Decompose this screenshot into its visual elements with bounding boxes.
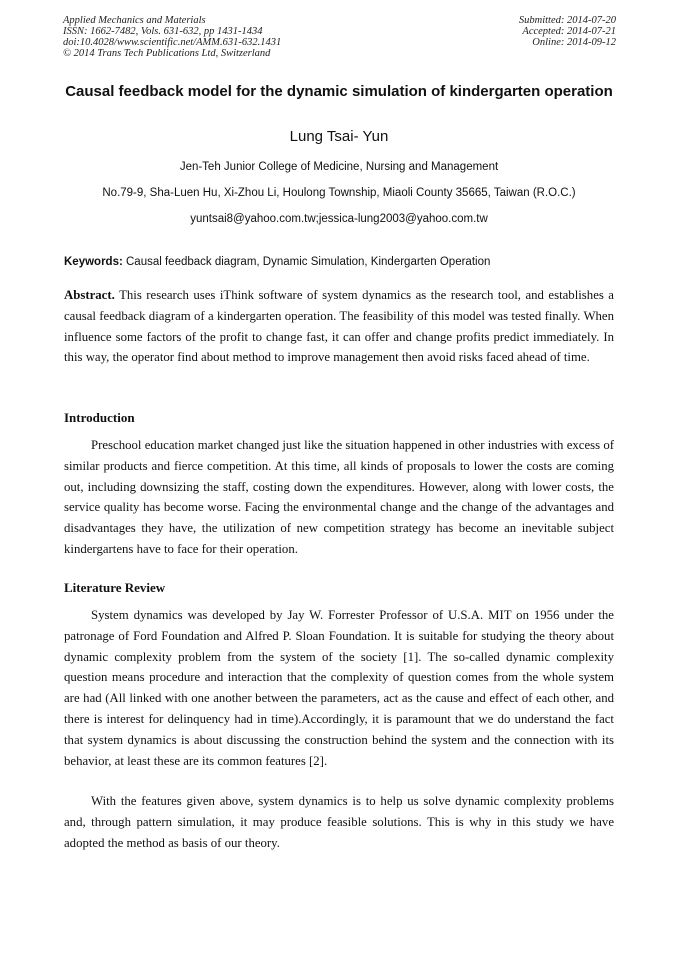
submitted-date: Submitted: 2014-07-20: [518, 15, 616, 26]
accepted-date: Accepted: 2014-07-21: [522, 26, 616, 37]
affiliation-institution: Jen-Teh Junior College of Medicine, Nursing and Management: [179, 161, 499, 173]
dates-header: [519, 15, 616, 48]
literature-review-paragraph-1: System dynamics was developed by Jay W. Forrester Professor of U.S.A. MIT on 1956 under the patronage of Ford Foundation and Alfred P. Sloan Foundation. It is suitable for studying the theory about dynamic complexity problem from the system of the society [1]. The so-called dynamic complexity question means procedure and interaction that the complexity of question comes from the whole system are had (All linked with one another between the parameters, act as the cause and effect of each other, and there is interest for delinquency had in time).Accordingly, it is paramount that we do understand the fact that system dynamics is about discussing the construction behind the system and the connection with its behavior, at least these are its common features [2].: [64, 608, 614, 768]
journal-name: Applied Mechanics and Materials: [63, 15, 206, 26]
introduction-text: Preschool education market changed just like the situation happened in other industries with excess of similar products and fierce competition. At this time, all kinds of proposals to lower the costs are coming out, including downsizing the staff, costing down the expenditures. However, along with lower costs, the service quality has become worse. Facing the environmental change and the change of the advantages and disadvantages they have, the utilization of new competition strategy has become an inevitable subject kindergartens have to face for their operation.: [64, 438, 614, 556]
abstract-text: This research uses iThink software of system dynamics as the research tool, and establishes a causal feedback diagram of a kindergarten operation. The feasibility of this model was tested finally. When influence some factors of the profit to change fast, it can offer and change profits predict immediately. In this way, the operator find about method to improve management then avoid risks faced ahead of time.: [64, 288, 614, 365]
literature-review-heading: Literature Review: [64, 580, 166, 595]
literature-review-paragraph-2: With the features given above, system dynamics is to help us solve dynamic complexity problems and, through pattern simulation, it may produce feasible solutions. This is why in this study we have adopted the method as basis of our theory.: [64, 794, 614, 850]
author-email: yuntsai8@yahoo.com.tw;jessica-lung2003@yahoo.com.tw: [190, 213, 488, 225]
issn-line: ISSN: 1662-7482, Vols. 631-632, pp 1431-1434: [63, 26, 263, 37]
introduction-heading: Introduction: [64, 410, 135, 425]
keywords: [64, 255, 616, 269]
abstract-label: Abstract.: [64, 288, 115, 302]
affiliation-address: No.79-9, Sha-Luen Hu, Xi-Zhou Li, Houlong Township, Miaoli County 35665, Taiwan (R.O.C.): [102, 187, 576, 199]
doi-line: doi:10.4028/www.scientific.net/AMM.631-632.1431: [63, 37, 282, 48]
keywords-label: Keywords:: [64, 256, 123, 268]
keywords-text: Causal feedback diagram, Dynamic Simulation, Kindergarten Operation: [126, 256, 491, 268]
copyright-line: © 2014 Trans Tech Publications Ltd, Switzerland: [63, 48, 271, 59]
author-name: Lung Tsai- Yun: [289, 128, 389, 145]
paper-title: Causal feedback model for the dynamic simulation of kindergarten operation: [65, 83, 613, 100]
online-date: Online: 2014-09-12: [532, 37, 616, 48]
journal-info-header: [63, 15, 281, 59]
abstract: [64, 285, 614, 368]
